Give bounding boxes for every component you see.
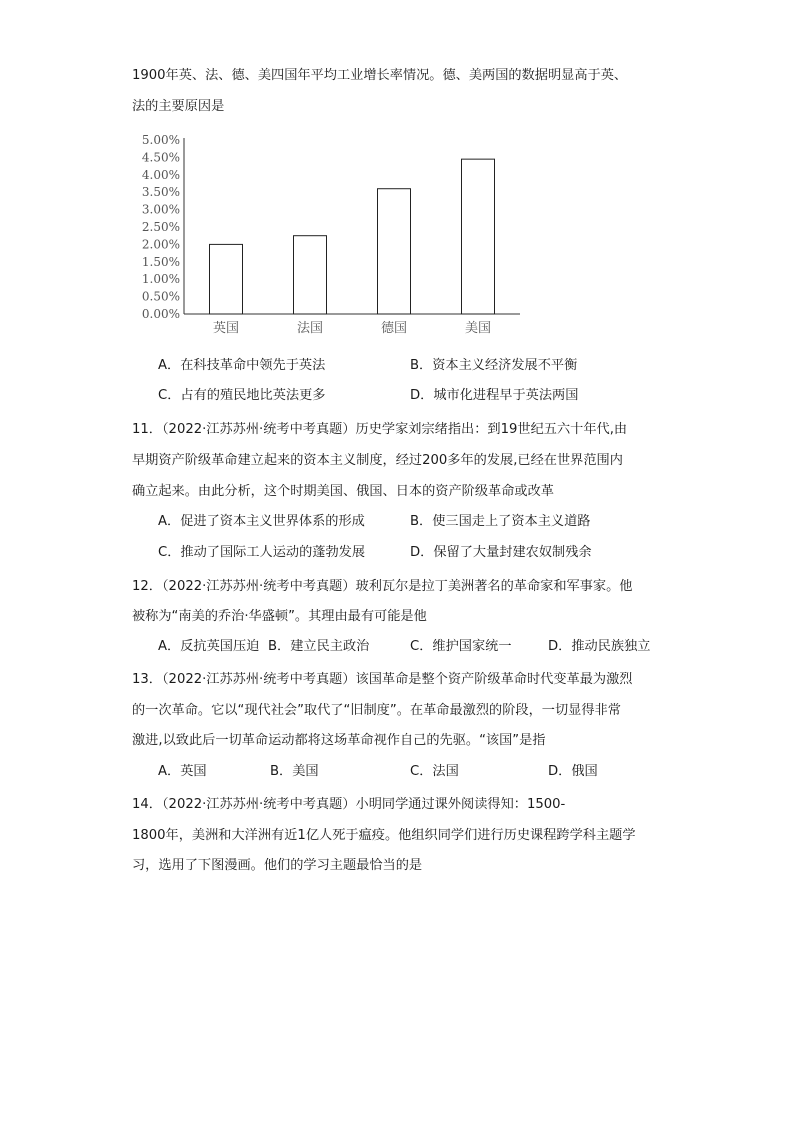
q12-stem-line2: 被称为“南美的乔治·华盛顿”。其理由最有可能是他 bbox=[132, 609, 427, 624]
q12-option-a[interactable]: A．反抗英国压迫 bbox=[158, 639, 260, 654]
x-category-label: 德国 bbox=[380, 321, 408, 336]
q10-option-c[interactable]: C．占有的殖民地比英法更多 bbox=[158, 388, 326, 403]
q11-option-c[interactable]: C．推动了国际工人运动的蓬勃发展 bbox=[158, 545, 366, 560]
x-category-label: 美国 bbox=[464, 321, 492, 336]
q11-option-a[interactable]: A．促进了资本主义世界体系的形成 bbox=[158, 514, 365, 529]
bar-3 bbox=[378, 189, 411, 314]
q13-option-d[interactable]: D．俄国 bbox=[548, 764, 598, 779]
q12-stem-line1: 12．（2022·江苏苏州·统考中考真题）玻利瓦尔是拉丁美洲著名的革命家和军事家。他 bbox=[132, 579, 633, 594]
q14-stem-line2: 1800年，美洲和大洋洲有近1亿人死于瘟疫。他组织同学们进行历史课程跨学科主题学 bbox=[132, 828, 636, 843]
q10-stem-line1: 1900年英、法、德、美四国年平均工业增长率情况。德、美两国的数据明显高于英、 bbox=[132, 68, 628, 83]
q11-stem-line2: 早期资产阶级革命建立起来的资本主义制度，经过200多年的发展,已经在世界范围内 bbox=[132, 453, 623, 468]
industrial-growth-bar-chart bbox=[132, 130, 532, 345]
q12-option-c[interactable]: C．维护国家统一 bbox=[410, 639, 512, 654]
y-tick-label: 4.50% bbox=[141, 150, 180, 165]
q11-stem-line1: 11．（2022·江苏苏州·统考中考真题）历史学家刘宗绪指出：到19世纪五六十年代,由 bbox=[132, 422, 628, 437]
q13-stem-line1: 13．（2022·江苏苏州·统考中考真题）该国革命是整个资产阶级革命时代变革最为激烈 bbox=[132, 672, 633, 687]
y-tick-label: 4.00% bbox=[141, 167, 180, 182]
x-category-label: 法国 bbox=[296, 321, 324, 336]
bar-1 bbox=[210, 244, 243, 314]
x-category-label: 英国 bbox=[212, 321, 240, 336]
y-tick-label: 0.50% bbox=[141, 289, 180, 304]
y-tick-label: 3.50% bbox=[141, 185, 180, 200]
y-tick-label: 1.50% bbox=[141, 254, 180, 269]
q10-option-a[interactable]: A．在科技革命中领先于英法 bbox=[158, 358, 326, 373]
q14-stem-line3: 习，选用了下图漫画。他们的学习主题最恰当的是 bbox=[132, 858, 423, 873]
q12-option-b[interactable]: B．建立民主政治 bbox=[268, 639, 370, 654]
y-tick-label: 0.00% bbox=[141, 307, 180, 321]
q13-stem-line2: 的一次革命。它以“现代社会”取代了“旧制度”。在革命最激烈的阶段，一切显得非常 bbox=[132, 703, 621, 718]
q10-option-b[interactable]: B．资本主义经济发展不平衡 bbox=[410, 358, 578, 373]
q11-option-d[interactable]: D．保留了大量封建农奴制残余 bbox=[410, 545, 592, 560]
q13-option-a[interactable]: A．英国 bbox=[158, 764, 207, 779]
bar-4 bbox=[462, 159, 495, 314]
y-tick-label: 1.00% bbox=[141, 272, 180, 287]
y-tick-label: 5.00% bbox=[141, 133, 180, 147]
q13-option-c[interactable]: C．法国 bbox=[410, 764, 459, 779]
q14-stem-line1: 14．（2022·江苏苏州·统考中考真题）小明同学通过课外阅读得知：1500- bbox=[132, 797, 566, 812]
y-tick-label: 3.00% bbox=[141, 202, 180, 217]
y-tick-label: 2.50% bbox=[141, 220, 180, 234]
q12-option-d[interactable]: D．推动民族独立 bbox=[548, 639, 651, 654]
bar-2 bbox=[294, 236, 327, 314]
y-tick-label: 2.00% bbox=[141, 237, 180, 252]
q11-stem-line3: 确立起来。由此分析，这个时期美国、俄国、日本的资产阶级革命或改革 bbox=[132, 484, 554, 499]
q11-option-b[interactable]: B．使三国走上了资本主义道路 bbox=[410, 514, 591, 529]
q13-option-b[interactable]: B．美国 bbox=[270, 764, 319, 779]
q10-option-d[interactable]: D．城市化进程早于英法两国 bbox=[410, 388, 579, 403]
q13-stem-line3: 激进,以致此后一切革命运动都将这场革命视作自己的先驱。“该国”是指 bbox=[132, 733, 546, 748]
q10-stem-line2: 法的主要原因是 bbox=[132, 99, 225, 114]
